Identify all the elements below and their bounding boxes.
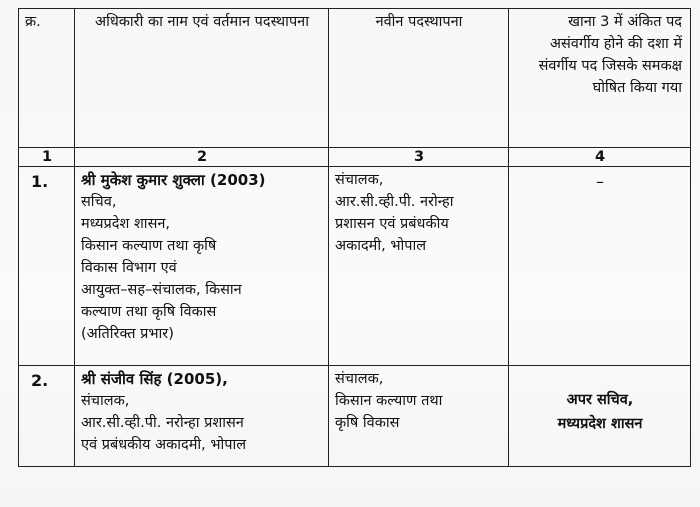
table-row — [19, 366, 691, 467]
header-new-posting: नवीन पदस्थापना — [329, 9, 509, 148]
current-posting-line: कल्याण तथा कृषि विकास — [81, 304, 217, 320]
current-posting-line: सचिव, — [81, 194, 117, 210]
current-posting-line: संचालक, — [81, 393, 130, 409]
header-serial: क्र. — [19, 9, 75, 148]
column-number: 1 — [19, 148, 75, 167]
officer-name: श्री मुकेश कुमार शुक्ला (2003) — [81, 171, 266, 189]
officer-cell — [75, 366, 329, 467]
officer-name: श्री संजीव सिंह (2005), — [81, 370, 228, 388]
new-posting-line: कृषि विकास — [335, 415, 400, 431]
header-officer-name: अधिकारी का नाम एवं वर्तमान पदस्थापना — [75, 9, 329, 148]
current-posting-line: किसान कल्याण तथा कृषि — [81, 238, 217, 254]
current-posting-line: मध्यप्रदेश शासन, — [81, 216, 171, 232]
column-number-row — [19, 148, 691, 167]
row-serial: 1. — [31, 172, 49, 191]
equivalent-post-cell — [509, 366, 691, 467]
column-number: 4 — [509, 148, 691, 167]
column-number: 2 — [75, 148, 329, 167]
new-posting-line: संचालक, — [335, 371, 384, 387]
current-posting-line: विकास विभाग एवं — [81, 260, 177, 276]
new-posting-line: संचालक, — [335, 172, 384, 188]
row-serial: 2. — [31, 371, 49, 390]
current-posting-line: (अतिरिक्त प्रभार) — [81, 326, 174, 342]
equivalent-post-value: – — [596, 172, 604, 191]
header-equivalent-post: खाना 3 में अंकित पद असंवर्गीय होने की दशा में संवर्गीय पद जिसके समकक्ष घोषित किया गया — [509, 9, 691, 148]
current-posting-line: एवं प्रबंधकीय अकादमी, भोपाल — [81, 437, 247, 453]
equivalent-post-value — [515, 388, 685, 436]
officer-cell — [75, 167, 329, 366]
new-posting-line: आर.सी.व्ही.पी. नरोन्हा — [335, 194, 454, 210]
column-number: 3 — [329, 148, 509, 167]
row-serial-cell — [19, 366, 75, 467]
new-posting-cell — [329, 167, 509, 366]
current-posting-line: आयुक्त–सह–संचालक, किसान — [81, 282, 242, 298]
new-posting-cell — [329, 366, 509, 467]
new-posting-line: प्रशासन एवं प्रबंधकीय — [335, 216, 449, 232]
table-row — [19, 167, 691, 366]
new-posting-line: अकादमी, भोपाल — [335, 238, 427, 254]
posting-orders-table — [18, 8, 691, 467]
equivalent-post-line: अपर सचिव, — [566, 392, 634, 408]
header-row — [19, 9, 691, 148]
current-posting-line: आर.सी.व्ही.पी. नरोन्हा प्रशासन — [81, 415, 244, 431]
new-posting-line: किसान कल्याण तथा — [335, 393, 443, 409]
equivalent-post-cell — [509, 167, 691, 366]
row-serial-cell — [19, 167, 75, 366]
equivalent-post-line: मध्यप्रदेश शासन — [557, 416, 643, 432]
